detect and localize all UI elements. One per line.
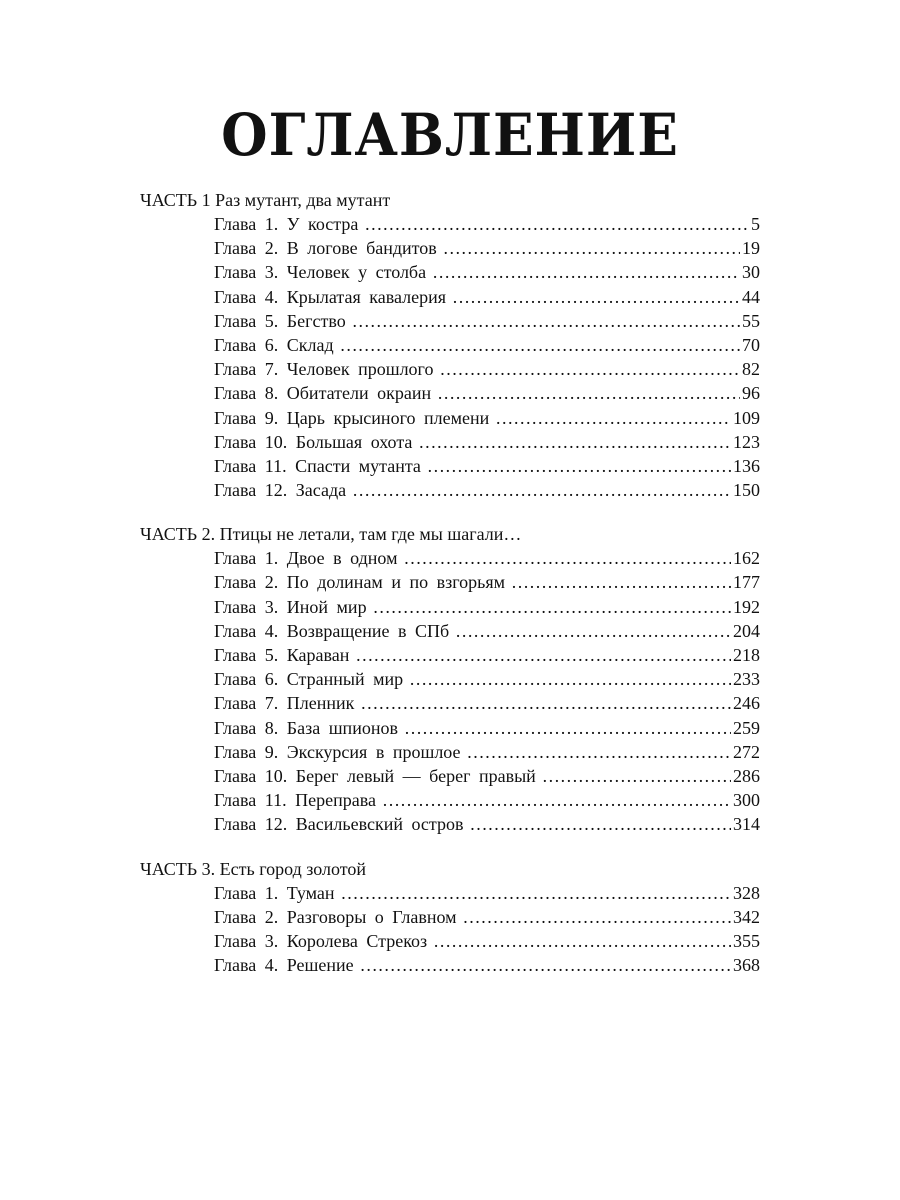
chapter-title: Глава 7. Человек прошлого	[214, 359, 434, 380]
dot-leader	[427, 454, 731, 478]
chapter-page-number: 177	[733, 572, 760, 593]
part-title: ЧАСТЬ 2. Птицы не летали, там где мы шагали…	[140, 524, 522, 545]
chapter-page-number: 44	[742, 286, 760, 307]
chapter-entry	[214, 236, 760, 260]
chapter-entry	[214, 740, 760, 764]
chapter-title: Глава 4. Крылатая кавалерия	[214, 286, 446, 307]
chapter-page-number: 314	[733, 814, 760, 835]
chapter-title: Глава 2. По долинам и по взгорьям	[214, 572, 506, 593]
chapter-entry	[214, 643, 760, 667]
chapter-entry	[214, 357, 760, 381]
chapter-entry	[214, 812, 760, 836]
dot-leader	[352, 309, 740, 333]
dot-leader	[418, 430, 731, 454]
chapter-title: Глава 2. В логове бандитов	[214, 238, 437, 259]
chapter-title: Глава 7. Пленник	[214, 693, 355, 714]
dot-leader	[495, 406, 731, 430]
chapter-entry	[214, 905, 760, 929]
chapter-title: Глава 5. Караван	[214, 645, 350, 665]
chapter-title: Глава 5. Бегство	[214, 310, 346, 331]
chapter-entry	[214, 260, 760, 284]
chapter-page-number: 192	[733, 596, 760, 617]
chapter-entry	[214, 619, 760, 643]
dot-leader	[360, 953, 731, 977]
dot-leader	[439, 357, 740, 381]
chapter-page-number: 272	[733, 741, 760, 762]
chapter-page-number: 96	[742, 383, 760, 404]
chapter-entry	[214, 570, 760, 594]
chapter-list	[140, 881, 760, 978]
chapter-title: Глава 4. Решение	[214, 955, 354, 976]
chapter-entry	[214, 478, 760, 502]
dot-leader	[437, 381, 740, 405]
chapter-title: Глава 1. У костра	[214, 214, 359, 234]
chapter-entry	[214, 788, 760, 812]
chapter-title: Глава 2. Разговоры о Главном	[214, 906, 457, 927]
dot-leader	[364, 212, 749, 236]
chapter-title: Глава 11. Переправа	[214, 790, 376, 811]
chapter-title: Глава 10. Большая охота	[214, 431, 413, 452]
part-2	[140, 522, 760, 836]
chapter-page-number: 300	[733, 790, 760, 811]
dot-leader	[340, 333, 740, 357]
part-1	[140, 188, 760, 502]
chapter-entry	[214, 881, 760, 905]
chapter-page-number: 204	[733, 620, 760, 641]
chapter-entry	[214, 953, 760, 977]
chapter-list	[140, 212, 760, 502]
chapter-page-number: 5	[751, 214, 760, 234]
chapter-title: Глава 8. База шпионов	[214, 717, 398, 738]
chapter-page-number: 355	[733, 930, 760, 951]
chapter-page-number: 30	[742, 262, 760, 283]
dot-leader	[470, 812, 732, 836]
chapter-page-number: 259	[733, 717, 760, 738]
chapter-page-number: 162	[733, 548, 760, 569]
chapter-entry	[214, 691, 760, 715]
chapter-page-number: 342	[733, 906, 760, 927]
dot-leader	[403, 546, 731, 570]
chapter-entry	[214, 309, 760, 333]
chapter-page-number: 109	[733, 407, 760, 428]
dot-leader	[463, 905, 732, 929]
chapter-entry	[214, 546, 760, 570]
page-title: ОГЛАВЛЕНИЕ	[221, 101, 679, 169]
dot-leader	[511, 570, 731, 594]
chapter-page-number: 328	[733, 882, 760, 903]
chapter-title: Глава 9. Царь крысиного племени	[214, 407, 490, 428]
part-title: ЧАСТЬ 3. Есть город золотой	[140, 858, 367, 879]
table-of-contents	[140, 188, 760, 997]
chapter-title: Глава 3. Иной мир	[214, 596, 367, 617]
chapter-entry	[214, 285, 760, 309]
chapter-title: Глава 3. Человек у столба	[214, 262, 427, 283]
chapter-page-number: 19	[742, 238, 760, 259]
chapter-title: Глава 9. Экскурсия в прошлое	[214, 741, 461, 762]
chapter-entry	[214, 212, 760, 236]
chapter-title: Глава 4. Возвращение в СПб	[214, 620, 450, 641]
chapter-page-number: 136	[733, 455, 760, 476]
chapter-entry	[214, 716, 760, 740]
chapter-page-number: 233	[733, 669, 760, 690]
chapter-entry	[214, 454, 760, 478]
chapter-title: Глава 12. Засада	[214, 480, 347, 501]
chapter-title: Глава 11. Спасти мутанта	[214, 455, 421, 476]
dot-leader	[341, 881, 731, 905]
dot-leader	[433, 929, 731, 953]
dot-leader	[373, 595, 731, 619]
dot-leader	[542, 764, 731, 788]
chapter-page-number: 246	[733, 693, 760, 714]
chapter-entry	[214, 667, 760, 691]
dot-leader	[455, 619, 731, 643]
chapter-entry	[214, 764, 760, 788]
chapter-entry	[214, 333, 760, 357]
chapter-title: Глава 12. Васильевский остров	[214, 814, 464, 835]
chapter-page-number: 82	[742, 359, 760, 380]
chapter-page-number: 368	[733, 955, 760, 976]
chapter-page-number: 70	[742, 334, 760, 355]
dot-leader	[409, 667, 731, 691]
dot-leader	[467, 740, 731, 764]
chapter-page-number: 150	[733, 480, 760, 501]
part-title: ЧАСТЬ 1 Раз мутант, два мутант	[140, 190, 391, 210]
dot-leader	[443, 236, 740, 260]
chapter-entry	[214, 406, 760, 430]
dot-leader	[360, 691, 731, 715]
chapter-entry	[214, 929, 760, 953]
dot-leader	[382, 788, 731, 812]
chapter-title: Глава 10. Берег левый — берег правый	[214, 765, 536, 786]
chapter-page-number: 123	[733, 431, 760, 452]
chapter-title: Глава 1. Туман	[214, 882, 335, 903]
chapter-page-number: 55	[742, 310, 760, 331]
chapter-page-number: 286	[733, 765, 760, 786]
chapter-title: Глава 6. Странный мир	[214, 669, 404, 690]
dot-leader	[355, 643, 731, 667]
chapter-title: Глава 6. Склад	[214, 334, 334, 355]
dot-leader	[432, 260, 740, 284]
chapter-page-number: 218	[733, 645, 760, 665]
chapter-entry	[214, 595, 760, 619]
chapter-title: Глава 1. Двое в одном	[214, 548, 398, 569]
dot-leader	[452, 285, 740, 309]
part-3	[140, 857, 760, 978]
chapter-title: Глава 8. Обитатели окраин	[214, 383, 432, 404]
dot-leader	[352, 478, 731, 502]
dot-leader	[404, 716, 731, 740]
chapter-list	[140, 546, 760, 836]
chapter-entry	[214, 381, 760, 405]
chapter-title: Глава 3. Королева Стрекоз	[214, 930, 428, 951]
chapter-entry	[214, 430, 760, 454]
